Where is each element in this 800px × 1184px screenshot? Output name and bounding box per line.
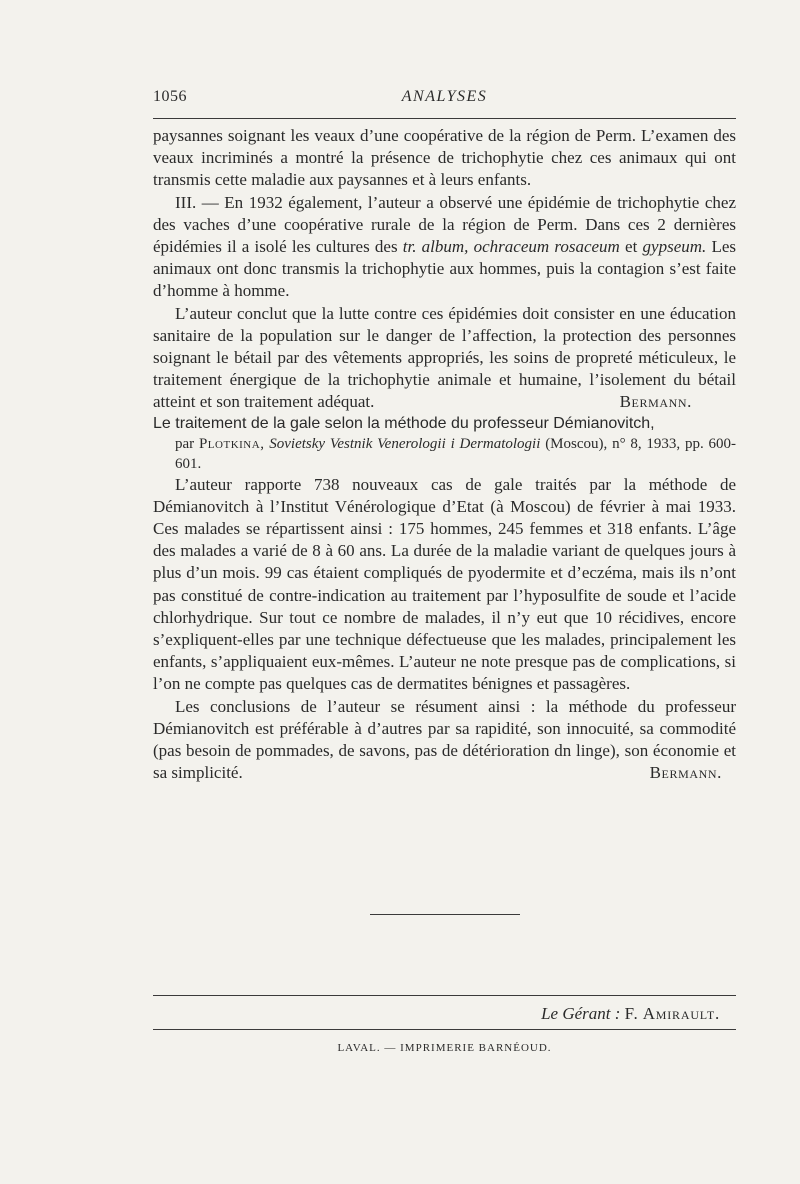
gerant-label: Le Gérant : — [541, 1004, 621, 1023]
paragraph-3 — [153, 303, 736, 414]
running-title: ANALYSES — [401, 88, 488, 105]
paragraph-5 — [153, 696, 736, 785]
cite-details: (Moscou), n° 8, 1933, pp. 600-601. — [175, 435, 737, 472]
footer-rule-top — [153, 995, 736, 996]
gerant-line — [541, 1004, 720, 1024]
paragraph-5-text: Les conclusions de l’auteur se résument ainsi : la méthode du professeur Démianovitch est préférable à d’autres par sa rapidité, son innocuité, sa commodité (pas besoin de pommades, de savons, pas de détérioration dn linge), son économie et sa simplicité. — [153, 696, 736, 783]
signature-bermann-2: Bermann. — [649, 763, 722, 783]
paragraph-2 — [153, 192, 736, 303]
cite-journal: Sovietsky Vestnik Venerologii i Dermatologii — [269, 435, 541, 452]
article-body — [153, 125, 736, 784]
page-number: 1056 — [153, 88, 187, 105]
paragraph-3-text: L’auteur conclut que la lutte contre ces épidémies doit consister en une éducation sanitaire de la population sur le danger de l’affection, la protection des personnes soignant le bétail par des vêtements appropriés, les soins de propreté méticuleux, le traitement énergique de la trichophytie animale et humaine, l’isolement du bétail atteint et son traitement adéquat. — [153, 303, 736, 412]
header-rule — [153, 118, 736, 119]
article-title: Le traitement de la gale selon la méthode du professeur Démianovitch, — [153, 414, 655, 432]
footer-rule-bottom — [153, 1029, 736, 1030]
species-names-1: tr. album, ochraceum rosaceum — [402, 237, 620, 257]
signature-bermann-1: Bermann. — [619, 392, 692, 412]
end-of-article-rule — [370, 914, 520, 915]
paragraph-4: L’auteur rapporte 738 nouveaux cas de gale traités par la méthode de Démianovitch à l’Institut Vénérologique d’Etat (à Moscou) de février à mai 1933. Ces malades se répartissent ainsi : 175 hommes, 245 femmes et 318 enfants. L’âge des malades a varié de 8 à 60 ans. La durée de la maladie variant de quelques jours à plus d’un mois. 99 cas étaient compliqués de pyodermite et d’eczéma, mais ils n’ont pas constitué de contre-indication au traitement par l’hyposulfite de soude et l’acide chlorhydrique. Sur tout ce nombre de malades, il n’y eut que 10 récidives, encore s’expliquent-elles par une technique défectueuse que les malades, principalement les enfants, s’appliquaient eux-mêmes. L’auteur ne note presque pas de complications, si l’on ne compte pas quelques cas de dermatites bénignes et passagères. — [153, 474, 736, 694]
paragraph-2-text-b: et — [625, 237, 638, 257]
cite-author: Plotkina, — [198, 435, 265, 452]
printer-imprint: LAVAL. — IMPRIMERIE BARNÉOUD. — [337, 1042, 552, 1054]
species-names-2: gypseum. — [642, 237, 707, 257]
paragraph-1: paysannes soignant les veaux d’une coopérative de la région de Perm. L’examen des veaux incriminés a montré la présence de trichophytie chez ces animaux qui ont transmis cette maladie aux paysannes et à leurs enfants. — [153, 126, 736, 190]
paragraph-2-text-a: III. — En 1932 également, l’auteur a observé une épidémie de trichophytie chez des vaches d’une coopérative rurale de la région de Perm. Dans ces 2 dernières épidémies il a isolé les cultures des — [153, 192, 736, 257]
cite-par: par — [175, 435, 195, 452]
paragraph-2-text-c: Les animaux ont donc transmis la trichophytie aux hommes, puis la contagion s’est faite d’homme à homme. — [153, 237, 737, 301]
gerant-name: F. Amirault. — [624, 1004, 720, 1023]
article-citation — [153, 434, 736, 474]
page-header — [153, 88, 736, 112]
